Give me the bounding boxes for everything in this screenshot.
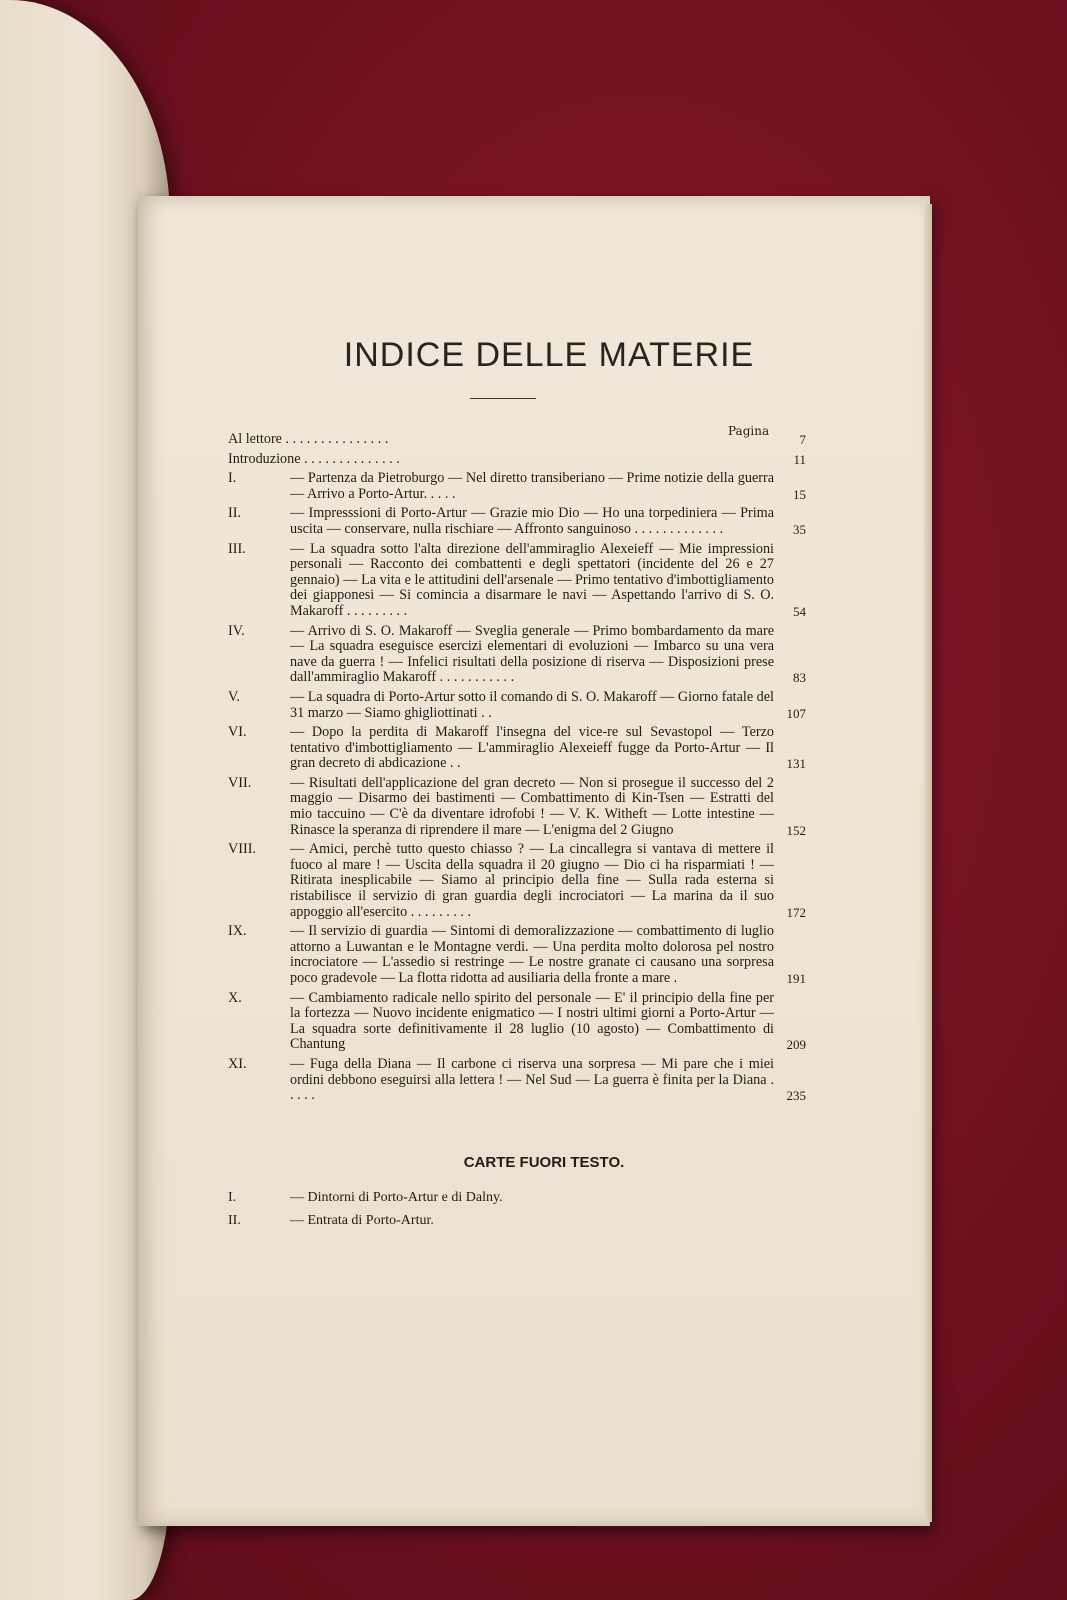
toc-entry-page: 54	[793, 603, 806, 619]
toc-entry-text: — Cambiamento radicale nello spirito del personale — E' il principio della fine per la fortezza — Nuovo incidente enigmatico — I nostri ultimi giorni a Porto-Artur — La squadra sorte definitivamente il 28 luglio (10 agosto) — Combattimento di Chantung	[290, 989, 774, 1053]
toc-entry-text: — La squadra sotto l'alta direzione dell'ammiraglio Alexeieff — Mie impressioni personali — Racconto dei combattenti e degli spettatori (incidente del 26 e 27 gennaio) — La vita e le attitudini dell'arsenale — Primo tentativo d'imbottigliamento dei giapponesi — Si comincia a disarmare le navi — Aspettando l'arrivo di S. O. Makaroff . . . . . . . . .	[290, 540, 774, 619]
maps-section-title: CARTE FUORI TESTO.	[463, 1154, 625, 1171]
toc-entry-text: — Arrivo di S. O. Makaroff — Sveglia generale — Primo bombardamento da mare — La squadra eseguisce esercizi elementari di evoluzioni — Imbarco su una vera nave da guerra ! — Infelici risultati della posizione di riserva — Disposizioni prese dall'ammiraglio Makaroff . . . . . . . . . . .	[290, 622, 774, 686]
toc-entry-text: — Impresssioni di Porto-Artur — Grazie mio Dio — Ho una torpediniera — Prima uscita — conservare, nulla rischiare — Affronto sanguinoso . . . . . . . . . . . . .	[290, 505, 774, 537]
toc-entry-number: VI.	[228, 724, 247, 741]
toc-entry-text: — Partenza da Pietroburgo — Nel diretto transiberiano — Prime notizie della guerra — Arrivo a Porto-Artur. . . . .	[290, 470, 774, 502]
toc-entry-page: 11	[793, 451, 806, 467]
toc-entry	[228, 724, 806, 772]
toc-entry-page: 7	[799, 432, 806, 447]
toc-entry-number: IX.	[228, 923, 247, 940]
map-entry-number: II.	[228, 1213, 241, 1228]
toc-entry	[228, 1055, 806, 1104]
toc-entry-page: 107	[786, 705, 806, 721]
toc-entry-number: III.	[228, 540, 246, 557]
toc-entry-text: — Fuga della Diana — Il carbone ci riserva una sorpresa — Mi pare che i miei ordini debbono eseguirsi alla lettera ! — Nel Sud — La guerra è finita per la Diana . . . . .	[290, 1055, 774, 1104]
toc-entry-page: 172	[786, 904, 806, 920]
map-entry	[228, 1186, 728, 1209]
toc-entry-page: 191	[786, 971, 806, 986]
toc-entry-number: VII.	[228, 774, 252, 791]
map-entry-text: — Entrata di Porto-Artur.	[290, 1213, 434, 1228]
toc-entry	[228, 841, 806, 920]
pagina-label: Pagina	[728, 424, 770, 438]
toc-entry-number: IV.	[228, 622, 245, 639]
toc-entry-page: 131	[786, 756, 806, 772]
toc-entry	[228, 540, 806, 620]
toc-entry	[228, 470, 806, 502]
toc-entry-text: — Risultati dell'applicazione del gran decreto — Non si prosegue il successo del 2 maggio — Disarmo dei bastimenti — Combattimento di Kin-Tsen — Estratti del mio taccuino — C'è da diventare idrofobi ! — V. K. Witheft — Lotte intestine — Rinasce la speranza di riprendere il mare — L'enigma del 2 Giugno	[290, 774, 774, 838]
toc-entry	[228, 450, 806, 468]
toc-entry	[228, 622, 806, 686]
toc-entry	[228, 923, 806, 986]
page-title: INDICE DELLE MATERIE	[343, 336, 755, 374]
map-entry	[228, 1209, 728, 1232]
title-rule	[470, 398, 536, 399]
toc-entry	[228, 989, 806, 1053]
toc-entry	[228, 688, 806, 721]
toc-entry-text: — Dopo la perdita di Makaroff l'insegna del vice-re sul Sevastopol — Terzo tentativo d'imbottigliamento — L'ammiraglio Alexeieff fugge da Porto-Artur — Il gran decreto di abdicazione . .	[290, 724, 774, 772]
toc-entry	[228, 505, 806, 537]
page-edge	[924, 204, 932, 1522]
toc-entry-number: X.	[228, 989, 242, 1006]
toc-entry-text: — Il servizio di guardia — Sintomi di demoralizzazione — combattimento di luglio attorno a Luwantan e le Montagne verdi. — Una perdita molto dolorosa pel nostro incrociatore — L'assedio si restringe — Le nostre granate ci causano una sorpresa poco gradevole — La flotta ridotta ad ausiliaria della fronte a mare .	[290, 923, 774, 986]
toc-entry	[228, 774, 806, 838]
toc-entry-text: Al lettore . . . . . . . . . . . . . . .	[228, 431, 389, 447]
maps-list	[228, 1186, 728, 1232]
toc-entry-number: I.	[228, 470, 237, 487]
toc-entry-number: VIII.	[228, 841, 256, 858]
toc-entry-text: — Amici, perchè tutto questo chiasso ? — La cincallegra si vantava di mettere il fuoco al mare ! — Uscita della squadra il 20 giugno — Dio ci ha risparmiati ! — Ritirata inesplicabile — Siamo al principio della fine — Sulla rada esterna si ristabilisce il servizio di gran guardia degli incrociatori — La marina da il suo appoggio all'esercito . . . . . . . . .	[290, 841, 774, 920]
toc-entry-text: Introduzione . . . . . . . . . . . . . .	[228, 450, 400, 467]
toc-entry-page: 35	[793, 521, 806, 537]
book-page	[138, 196, 930, 1526]
toc-entry-page: 152	[786, 822, 806, 838]
toc-entry-page: 15	[793, 486, 806, 502]
toc-entry-number: V.	[228, 688, 240, 705]
map-entry-number: I.	[228, 1190, 237, 1205]
toc-entry-text: — La squadra di Porto-Artur sotto il comando di S. O. Makaroff — Giorno fatale del 31 marzo — Siamo ghigliottinati . .	[290, 688, 774, 721]
toc-entry-number: XI.	[228, 1055, 247, 1072]
toc-entry-page: 209	[786, 1037, 806, 1053]
map-entry-text: — Dintorni di Porto-Artur e di Dalny.	[290, 1190, 503, 1205]
toc-entry-page: 235	[786, 1088, 806, 1104]
toc-entry-number: II.	[228, 505, 241, 522]
toc-entry-page: 83	[793, 670, 806, 686]
